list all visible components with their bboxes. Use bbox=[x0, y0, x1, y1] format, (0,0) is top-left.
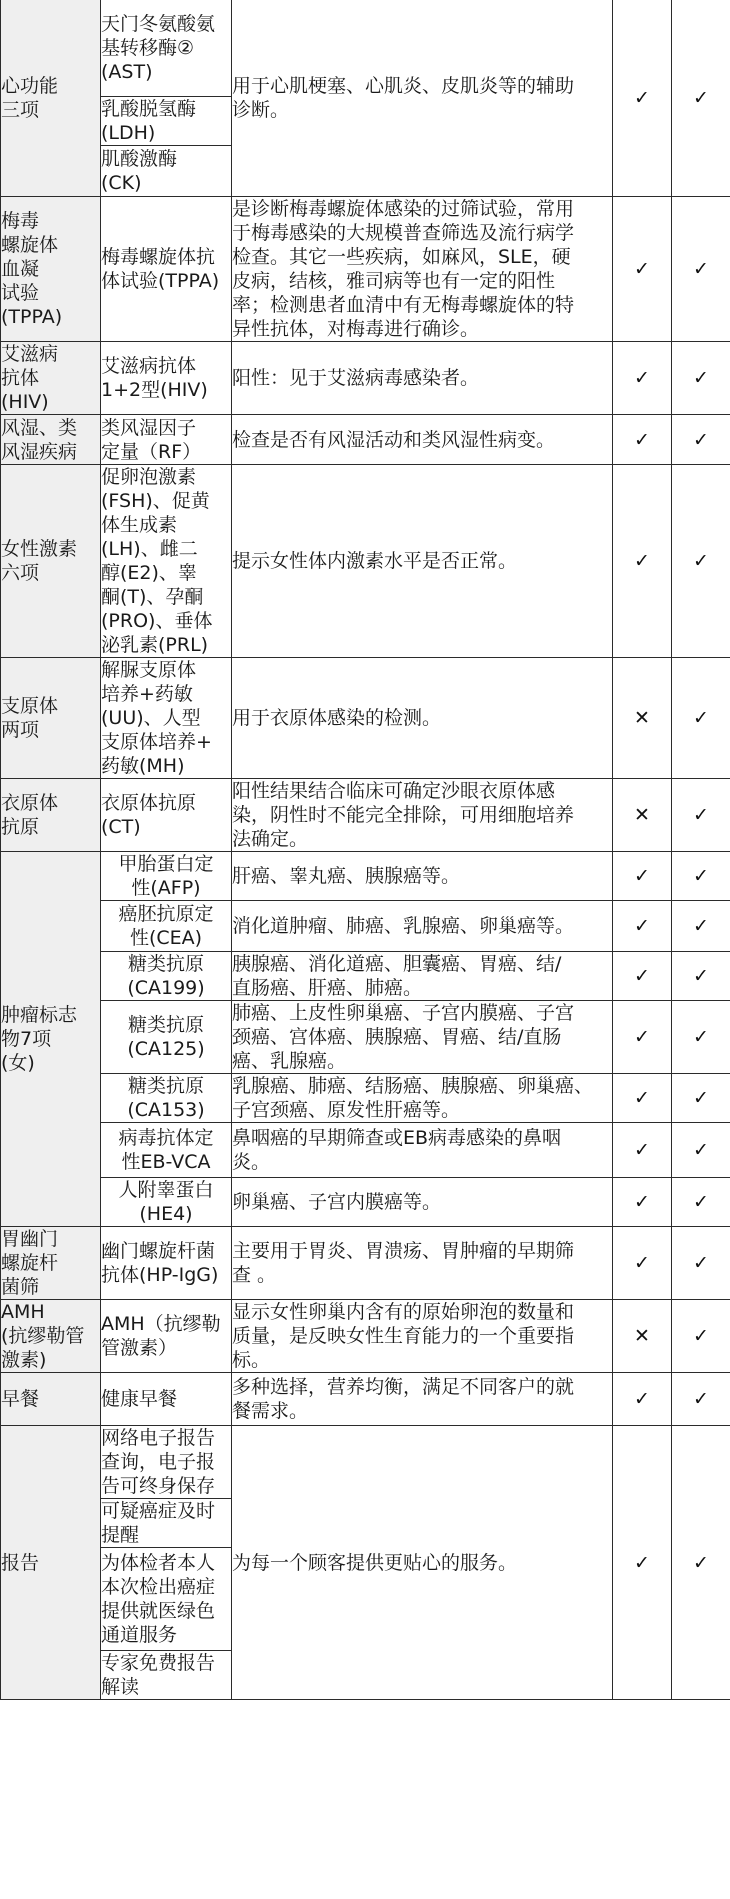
availability-cell bbox=[613, 1123, 672, 1178]
table-row bbox=[1, 658, 730, 779]
availability-cell bbox=[613, 658, 672, 779]
availability-cell bbox=[613, 197, 672, 342]
description-text: 主要用于胃炎、胃溃疡、胃肿瘤的早期筛 bbox=[232, 1240, 575, 1262]
item-label: 糖类抗原 bbox=[127, 1075, 204, 1097]
availability-cell bbox=[672, 952, 730, 1001]
item-label: 健康早餐 bbox=[101, 1388, 178, 1410]
check-icon: ✓ bbox=[693, 1388, 709, 1410]
category-cell bbox=[1, 342, 101, 415]
category-cell bbox=[1, 465, 101, 658]
item-label: 提供就医绿色 bbox=[101, 1600, 216, 1622]
table-row bbox=[1, 197, 730, 342]
item-label: (AST) bbox=[101, 61, 153, 83]
description-cell bbox=[232, 901, 613, 952]
availability-cell bbox=[613, 1426, 672, 1700]
category-cell bbox=[1, 197, 101, 342]
item-label: 类风湿因子 bbox=[101, 416, 197, 439]
item-label: 本次检出癌症 bbox=[101, 1576, 216, 1598]
item-cell bbox=[101, 0, 232, 97]
category-label: (TPPA) bbox=[1, 306, 63, 328]
table-row bbox=[1, 415, 730, 465]
availability-cell bbox=[613, 1373, 672, 1426]
description-text: 乳腺癌、肺癌、结肠癌、胰腺癌、卵巢癌、 bbox=[232, 1075, 594, 1097]
item-label: 衣原体抗原 bbox=[101, 792, 197, 814]
item-label: 网络电子报告 bbox=[101, 1427, 216, 1449]
table-row bbox=[1, 465, 730, 658]
cross-icon: ✕ bbox=[634, 804, 650, 826]
table-row bbox=[1, 1001, 730, 1074]
item-label: 解读 bbox=[101, 1676, 140, 1698]
table-row bbox=[1, 1426, 730, 1499]
description-text: 率；检测患者血清中有无梅毒螺旋体的特 bbox=[232, 294, 575, 316]
check-icon: ✓ bbox=[634, 550, 650, 572]
description-text: 消化道肿瘤、肺癌、乳腺癌、卵巢癌等。 bbox=[232, 915, 575, 937]
category-label: 激素) bbox=[1, 1349, 47, 1371]
check-icon: ✓ bbox=[634, 1252, 650, 1274]
table-row bbox=[1, 342, 730, 415]
description-cell bbox=[232, 1001, 613, 1074]
description-text: 胰腺癌、消化道癌、胆囊癌、胃癌、结/ bbox=[232, 953, 562, 975]
category-cell bbox=[1, 1426, 101, 1700]
description-text: 鼻咽癌的早期筛查或EB病毒感染的鼻咽 bbox=[232, 1127, 562, 1149]
category-label: (抗缪勒管 bbox=[1, 1325, 85, 1347]
item-label: (CA199) bbox=[127, 977, 205, 999]
availability-cell bbox=[613, 1227, 672, 1300]
description-text: 用于衣原体感染的检测。 bbox=[232, 707, 442, 729]
check-icon: ✓ bbox=[634, 1087, 650, 1109]
description-text: 皮病，结核，雅司病等也有一定的阳性 bbox=[232, 270, 556, 292]
check-icon: ✓ bbox=[693, 1252, 709, 1274]
check-icon: ✓ bbox=[693, 707, 709, 729]
availability-cell bbox=[613, 952, 672, 1001]
check-icon: ✓ bbox=[634, 915, 650, 937]
description-text: 用于心肌梗塞、心肌炎、皮肌炎等的辅助 bbox=[232, 75, 575, 97]
availability-cell bbox=[672, 1300, 730, 1373]
category-cell bbox=[1, 852, 101, 1227]
item-label: 可疑癌症及时 bbox=[101, 1500, 216, 1522]
item-label: 性EB-VCA bbox=[121, 1151, 211, 1173]
category-label: 支原体 bbox=[1, 695, 59, 717]
item-cell bbox=[101, 901, 232, 952]
category-label: 女性激素 bbox=[1, 538, 78, 560]
item-label: 查询，电子报 bbox=[101, 1451, 216, 1473]
item-label: 提醒 bbox=[101, 1524, 140, 1546]
availability-cell bbox=[672, 1426, 730, 1700]
description-text: 法确定。 bbox=[232, 828, 309, 850]
availability-cell bbox=[672, 901, 730, 952]
availability-cell bbox=[613, 1074, 672, 1123]
check-icon: ✓ bbox=[693, 550, 709, 572]
description-text: 餐需求。 bbox=[232, 1400, 309, 1422]
item-cell bbox=[101, 97, 232, 146]
category-label: 六项 bbox=[1, 562, 40, 584]
description-cell bbox=[232, 1227, 613, 1300]
item-label: (PRO)、垂体 bbox=[101, 610, 213, 632]
category-label: 螺旋体 bbox=[1, 234, 59, 256]
category-cell bbox=[1, 1227, 101, 1300]
category-label: 抗原 bbox=[1, 816, 40, 838]
item-cell bbox=[101, 1426, 232, 1499]
table-row bbox=[1, 1123, 730, 1178]
description-text: 异性抗体，对梅毒进行确诊。 bbox=[232, 318, 480, 340]
check-icon: ✓ bbox=[634, 87, 650, 109]
description-text: 提示女性体内激素水平是否正常。 bbox=[232, 550, 518, 572]
item-label: 抗体(HP-IgG) bbox=[101, 1264, 219, 1286]
description-text: 质量，是反映女性生育能力的一个重要指 bbox=[232, 1325, 575, 1347]
item-label: 基转移酶② bbox=[101, 37, 195, 59]
availability-cell bbox=[613, 465, 672, 658]
category-cell bbox=[1, 658, 101, 779]
availability-cell bbox=[672, 1123, 730, 1178]
category-label: 梅毒 bbox=[1, 210, 40, 232]
category-cell bbox=[1, 1300, 101, 1373]
table-row bbox=[1, 1373, 730, 1426]
item-label: 酮(T)、孕酮 bbox=[101, 586, 204, 608]
description-cell bbox=[232, 197, 613, 342]
table-body bbox=[1, 0, 730, 1700]
item-label: 醇(E2)、睾 bbox=[101, 562, 197, 584]
item-label: 专家免费报告 bbox=[101, 1652, 216, 1674]
check-icon: ✓ bbox=[634, 1026, 650, 1048]
description-cell bbox=[232, 1178, 613, 1227]
check-icon: ✓ bbox=[693, 965, 709, 987]
description-text: 多种选择，营养均衡，满足不同客户的就 bbox=[232, 1376, 575, 1398]
description-cell bbox=[232, 952, 613, 1001]
description-text: 为每一个顾客提供更贴心的服务。 bbox=[232, 1551, 518, 1574]
description-text: 检查是否有风湿活动和类风湿性病变。 bbox=[232, 428, 556, 451]
description-text: 是诊断梅毒螺旋体感染的过筛试验，常用 bbox=[232, 198, 575, 220]
item-label: 体生成素 bbox=[101, 514, 178, 536]
item-cell bbox=[101, 197, 232, 342]
item-cell bbox=[101, 415, 232, 465]
item-label: 告可终身保存 bbox=[101, 1475, 216, 1497]
item-label: (LH)、雌二 bbox=[101, 538, 198, 560]
item-cell bbox=[101, 779, 232, 852]
check-icon: ✓ bbox=[634, 965, 650, 987]
availability-cell bbox=[613, 852, 672, 901]
description-text: 于梅毒感染的大规模普查筛选及流行病学 bbox=[232, 222, 575, 244]
item-label: 病毒抗体定 bbox=[118, 1127, 214, 1149]
check-icon: ✓ bbox=[693, 258, 709, 280]
category-cell bbox=[1, 1373, 101, 1426]
check-icon: ✓ bbox=[693, 428, 709, 451]
description-text: 染，阴性时不能完全排除，可用细胞培养 bbox=[232, 804, 575, 826]
category-label: 血凝 bbox=[1, 258, 40, 280]
check-icon: ✓ bbox=[634, 865, 650, 887]
item-label: 泌乳素(PRL) bbox=[101, 634, 209, 656]
item-label: 梅毒螺旋体抗 bbox=[101, 246, 216, 268]
table-row bbox=[1, 779, 730, 852]
availability-cell bbox=[613, 1300, 672, 1373]
cross-icon: ✕ bbox=[634, 1325, 650, 1347]
availability-cell bbox=[672, 415, 730, 465]
item-label: AMH（抗缪勒 bbox=[101, 1313, 221, 1335]
description-text: 肺癌、上皮性卵巢癌、子宫内膜癌、子宫 bbox=[232, 1002, 575, 1024]
category-label: 物7项 bbox=[1, 1028, 52, 1050]
availability-cell bbox=[672, 342, 730, 415]
item-label: 促卵泡激素 bbox=[101, 466, 197, 488]
item-cell bbox=[101, 146, 232, 197]
category-label: 风湿、类 bbox=[1, 416, 78, 439]
item-label: 癌胚抗原定 bbox=[118, 903, 214, 925]
description-text: 阳性：见于艾滋病毒感染者。 bbox=[232, 367, 480, 389]
item-label: 培养+药敏 bbox=[101, 683, 193, 705]
item-label: 人附睾蛋白 bbox=[118, 1179, 214, 1201]
check-icon: ✓ bbox=[634, 1191, 650, 1213]
item-cell bbox=[101, 342, 232, 415]
table-row bbox=[1, 0, 730, 97]
category-label: 心功能 bbox=[1, 75, 59, 97]
category-label: 两项 bbox=[1, 719, 40, 741]
item-cell bbox=[101, 1074, 232, 1123]
category-label: 胃幽门 bbox=[1, 1228, 59, 1250]
category-label: 衣原体 bbox=[1, 792, 59, 814]
item-cell bbox=[101, 852, 232, 901]
description-text: 显示女性卵巢内含有的原始卵泡的数量和 bbox=[232, 1301, 575, 1323]
item-label: 艾滋病抗体 bbox=[101, 355, 197, 377]
item-label: 幽门螺旋杆菌 bbox=[101, 1240, 216, 1262]
availability-cell bbox=[613, 779, 672, 852]
table-row bbox=[1, 901, 730, 952]
availability-cell bbox=[613, 415, 672, 465]
check-icon: ✓ bbox=[693, 367, 709, 389]
item-label: (CA125) bbox=[127, 1038, 205, 1060]
availability-cell bbox=[613, 0, 672, 197]
item-label: 乳酸脱氢酶 bbox=[101, 98, 197, 120]
description-cell bbox=[232, 852, 613, 901]
check-icon: ✓ bbox=[693, 1191, 709, 1213]
category-label: 报告 bbox=[1, 1551, 40, 1574]
category-label: 抗体 bbox=[1, 367, 40, 389]
table-row bbox=[1, 1300, 730, 1373]
description-cell bbox=[232, 658, 613, 779]
category-label: 早餐 bbox=[1, 1388, 40, 1410]
item-label: 药敏(MH) bbox=[101, 755, 185, 777]
table-row bbox=[1, 1074, 730, 1123]
item-label: 糖类抗原 bbox=[127, 1014, 204, 1036]
description-cell bbox=[232, 342, 613, 415]
availability-cell bbox=[672, 658, 730, 779]
item-label: 定量（RF） bbox=[101, 440, 202, 463]
category-label: 肿瘤标志 bbox=[1, 1004, 78, 1026]
item-cell bbox=[101, 1499, 232, 1548]
item-label: 通道服务 bbox=[101, 1624, 178, 1646]
availability-cell bbox=[613, 1001, 672, 1074]
description-cell bbox=[232, 1373, 613, 1426]
description-text: 卵巢癌、子宫内膜癌等。 bbox=[232, 1191, 442, 1213]
description-text: 炎。 bbox=[232, 1151, 271, 1173]
category-label: 三项 bbox=[1, 99, 40, 121]
description-text: 阳性结果结合临床可确定沙眼衣原体感 bbox=[232, 780, 556, 802]
check-icon: ✓ bbox=[693, 915, 709, 937]
item-cell bbox=[101, 1373, 232, 1426]
item-label: 甲胎蛋白定 bbox=[118, 853, 214, 875]
description-text: 诊断。 bbox=[232, 99, 290, 121]
description-cell bbox=[232, 1123, 613, 1178]
item-label: 支原体培养+ bbox=[101, 731, 212, 753]
item-cell bbox=[101, 952, 232, 1001]
check-icon: ✓ bbox=[693, 1551, 709, 1574]
description-text: 颈癌、宫体癌、胰腺癌、胃癌、结/直肠 bbox=[232, 1026, 562, 1048]
category-label: (女) bbox=[1, 1052, 35, 1074]
description-cell bbox=[232, 465, 613, 658]
check-icon: ✓ bbox=[693, 804, 709, 826]
table-row bbox=[1, 1227, 730, 1300]
check-icon: ✓ bbox=[634, 1388, 650, 1410]
availability-cell bbox=[672, 465, 730, 658]
item-label: (CT) bbox=[101, 816, 141, 838]
check-icon: ✓ bbox=[693, 865, 709, 887]
item-cell bbox=[101, 1651, 232, 1700]
availability-cell bbox=[672, 1001, 730, 1074]
category-label: (HIV) bbox=[1, 391, 49, 413]
availability-cell bbox=[672, 779, 730, 852]
item-cell bbox=[101, 465, 232, 658]
item-cell bbox=[101, 1227, 232, 1300]
check-icon: ✓ bbox=[693, 1026, 709, 1048]
availability-cell bbox=[613, 901, 672, 952]
availability-cell bbox=[672, 0, 730, 197]
availability-cell bbox=[672, 1227, 730, 1300]
description-cell bbox=[232, 415, 613, 465]
item-label: 管激素） bbox=[101, 1337, 178, 1359]
category-label: 试验 bbox=[1, 282, 40, 304]
availability-cell bbox=[672, 1074, 730, 1123]
description-text: 子宫颈癌、原发性肝癌等。 bbox=[232, 1099, 461, 1121]
item-label: (FSH)、促黄 bbox=[101, 490, 210, 512]
category-cell bbox=[1, 0, 101, 197]
item-label: 肌酸激酶 bbox=[101, 148, 178, 170]
item-cell bbox=[101, 1300, 232, 1373]
check-icon: ✓ bbox=[634, 428, 650, 451]
category-cell bbox=[1, 779, 101, 852]
check-icon: ✓ bbox=[634, 1139, 650, 1161]
table-row bbox=[1, 1178, 730, 1227]
availability-cell bbox=[672, 852, 730, 901]
item-label: (CA153) bbox=[127, 1099, 205, 1121]
check-icon: ✓ bbox=[693, 1139, 709, 1161]
description-text: 癌、乳腺癌。 bbox=[232, 1050, 347, 1072]
check-icon: ✓ bbox=[634, 1551, 650, 1574]
item-label: (LDH) bbox=[101, 122, 156, 144]
table-row bbox=[1, 852, 730, 901]
availability-cell bbox=[613, 1178, 672, 1227]
item-label: (HE4) bbox=[139, 1203, 193, 1225]
description-text: 肝癌、睾丸癌、胰腺癌等。 bbox=[232, 865, 461, 887]
item-label: 为体检者本人 bbox=[101, 1552, 216, 1574]
availability-cell bbox=[613, 342, 672, 415]
item-label: 体试验(TPPA) bbox=[101, 270, 220, 292]
item-label: 1+2型(HIV) bbox=[101, 379, 208, 401]
category-cell bbox=[1, 415, 101, 465]
cross-icon: ✕ bbox=[634, 707, 650, 729]
item-label: 解脲支原体 bbox=[101, 659, 197, 681]
description-cell bbox=[232, 1074, 613, 1123]
description-cell bbox=[232, 1300, 613, 1373]
description-text: 检查。其它一些疾病，如麻风，SLE，硬 bbox=[232, 246, 571, 268]
description-text: 标。 bbox=[232, 1349, 271, 1371]
item-cell bbox=[101, 1178, 232, 1227]
description-cell bbox=[232, 0, 613, 197]
availability-cell bbox=[672, 1373, 730, 1426]
description-text: 直肠癌、肝癌、肺癌。 bbox=[232, 977, 423, 999]
item-cell bbox=[101, 1001, 232, 1074]
item-label: 糖类抗原 bbox=[127, 953, 204, 975]
item-cell bbox=[101, 658, 232, 779]
check-icon: ✓ bbox=[634, 258, 650, 280]
item-label: (CK) bbox=[101, 172, 142, 194]
check-icon: ✓ bbox=[693, 87, 709, 109]
item-label: 天门冬氨酸氨 bbox=[101, 13, 216, 35]
description-text: 查 。 bbox=[232, 1264, 277, 1286]
category-label: 风湿疾病 bbox=[1, 440, 78, 463]
item-label: (UU)、人型 bbox=[101, 707, 201, 729]
table-row bbox=[1, 952, 730, 1001]
category-label: 艾滋病 bbox=[1, 343, 59, 365]
item-label: 性(CEA) bbox=[129, 927, 203, 949]
availability-cell bbox=[672, 197, 730, 342]
description-cell bbox=[232, 779, 613, 852]
check-icon: ✓ bbox=[693, 1087, 709, 1109]
category-label: AMH bbox=[1, 1301, 45, 1323]
check-icon: ✓ bbox=[634, 367, 650, 389]
availability-cell bbox=[672, 1178, 730, 1227]
item-cell bbox=[101, 1123, 232, 1178]
check-icon: ✓ bbox=[693, 1325, 709, 1347]
item-label: 性(AFP) bbox=[131, 877, 201, 899]
category-label: 菌筛 bbox=[1, 1276, 40, 1298]
description-cell bbox=[232, 1426, 613, 1700]
item-cell bbox=[101, 1548, 232, 1651]
category-label: 螺旋杆 bbox=[1, 1252, 59, 1274]
